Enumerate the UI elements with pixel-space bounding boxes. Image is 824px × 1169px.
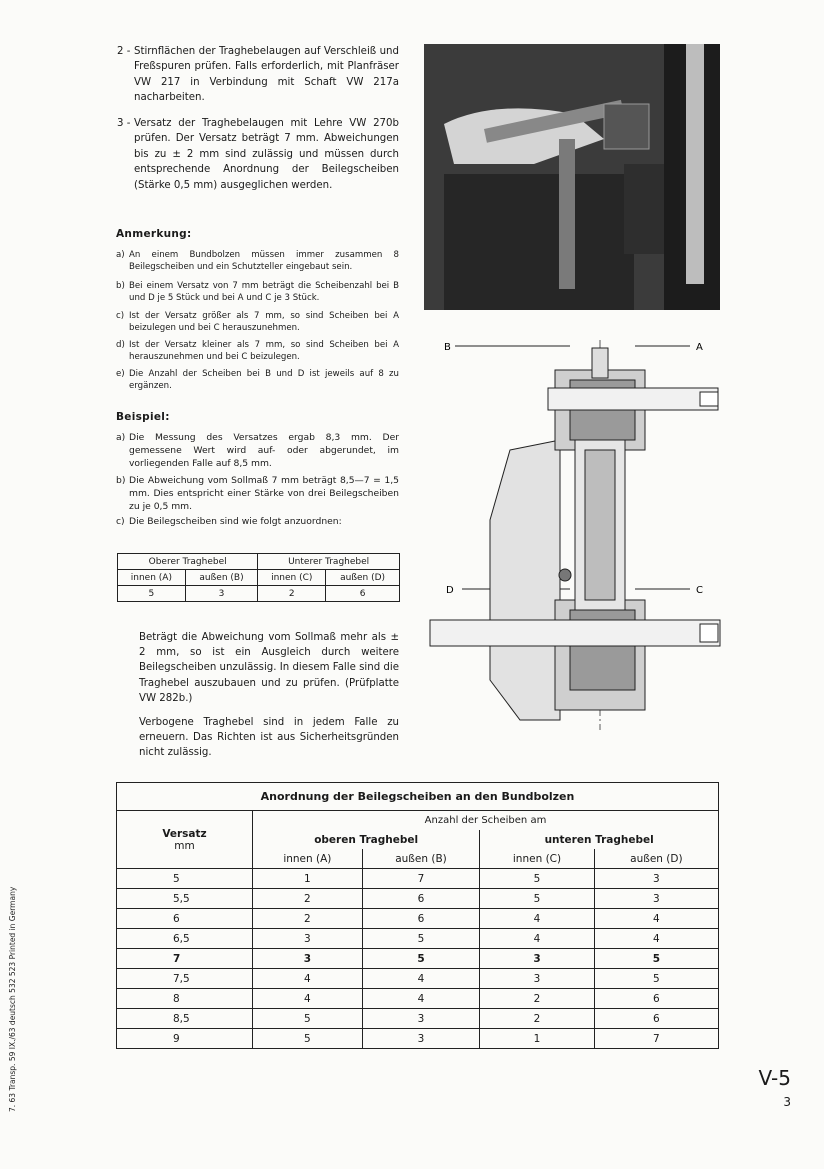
label-a: A xyxy=(696,342,703,353)
tool-photo-illustration xyxy=(424,44,720,310)
count-cell: 4 xyxy=(253,969,363,989)
count-cell: 3 xyxy=(253,949,363,969)
note-text: Bei einem Versatz von 7 mm beträgt die Scheibenzahl bei B und D je 5 Stück und bei A und C je 3 Stück. xyxy=(129,281,399,304)
note-label: e) xyxy=(116,369,125,379)
group-header-lower: Unterer Traghebel xyxy=(258,554,400,570)
step-number: 3 - xyxy=(117,118,131,129)
col-header: außen (D) xyxy=(594,849,718,869)
note-text: Ist der Versatz größer als 7 mm, so sind Scheiben bei A beizulegen und bei C herauszunehmen. xyxy=(129,311,399,334)
versatz-unit: mm xyxy=(174,839,195,852)
col-header: innen (C) xyxy=(480,849,594,869)
group-header-upper: oberen Traghebel xyxy=(314,833,419,846)
count-cell: 6 xyxy=(362,909,480,929)
versatz-cell: 5,5 xyxy=(117,889,253,909)
col-header: außen (B) xyxy=(362,849,480,869)
note-text: Die Anzahl der Scheiben bei B und D ist jeweils auf 8 zu ergänzen. xyxy=(129,369,399,392)
example-text: Die Abweichung vom Sollmaß 7 mm beträgt 8,5—7 = 1,5 mm. Dies entspricht einer Stärke von drei Beilegscheiben zu je 0,5 mm. xyxy=(129,475,399,512)
table-row xyxy=(117,889,719,909)
count-cell: 5 xyxy=(253,1009,363,1029)
example-label: b) xyxy=(116,475,126,486)
note-item xyxy=(116,368,399,392)
count-cell: 1 xyxy=(480,1029,594,1049)
versatz-cell: 5 xyxy=(117,869,253,889)
count-cell: 1 xyxy=(253,869,363,889)
example-item xyxy=(116,515,399,528)
versatz-label: Versatz xyxy=(162,827,207,840)
note-text: Ist der Versatz kleiner als 7 mm, so sind Scheiben bei A herauszunehmen und bei C beizulegen. xyxy=(129,340,399,363)
table-caption: Anordnung der Beilegscheiben an den Bundbolzen xyxy=(117,783,719,811)
note-text: An einem Bundbolzen müssen immer zusammen 8 Beilegscheiben und ein Schutzteller eingebaut sein. xyxy=(129,250,399,273)
cell: 2 xyxy=(258,586,326,602)
count-cell: 5 xyxy=(480,869,594,889)
count-cell: 2 xyxy=(480,989,594,1009)
cell: 3 xyxy=(185,586,258,602)
note-item xyxy=(116,249,399,273)
count-cell: 4 xyxy=(480,929,594,949)
col-header: außen (D) xyxy=(326,570,400,586)
cell: 5 xyxy=(118,586,186,602)
count-cell: 5 xyxy=(362,949,480,969)
versatz-cell: 7 xyxy=(117,949,253,969)
count-cell: 2 xyxy=(253,889,363,909)
example-label: a) xyxy=(116,432,126,443)
versatz-cell: 8,5 xyxy=(117,1009,253,1029)
versatz-header xyxy=(117,811,253,869)
versatz-cell: 9 xyxy=(117,1029,253,1049)
count-cell: 7 xyxy=(594,1029,718,1049)
note-label: a) xyxy=(116,250,125,260)
count-cell: 4 xyxy=(594,909,718,929)
page-number: 3 xyxy=(783,1095,791,1109)
table-row xyxy=(117,1029,719,1049)
step-2 xyxy=(117,44,399,106)
table-row xyxy=(117,929,719,949)
deviation-paragraph: Beträgt die Abweichung vom Sollmaß mehr als ± 2 mm, so ist ein Ausgleich durch weitere Beilegscheiben unzulässig. In diesem Falle sind die Traghebel auszubauen und zu prüfen. (Prüfplatte VW 282b.) xyxy=(139,632,399,704)
count-cell: 3 xyxy=(362,1009,480,1029)
table-row xyxy=(117,989,719,1009)
label-c: C xyxy=(696,585,703,596)
versatz-cell: 8 xyxy=(117,989,253,1009)
table-row xyxy=(117,909,719,929)
table-row xyxy=(117,969,719,989)
note-label: b) xyxy=(116,281,125,291)
col-header: innen (A) xyxy=(118,570,186,586)
cell: 6 xyxy=(326,586,400,602)
note-label: c) xyxy=(116,311,125,321)
example-item xyxy=(116,431,399,470)
count-cell: 3 xyxy=(594,869,718,889)
example-label: c) xyxy=(116,516,125,527)
group-header-upper: Oberer Traghebel xyxy=(118,554,258,570)
example-text: Die Beilegscheiben sind wie folgt anzuordnen: xyxy=(129,516,342,527)
count-cell: 3 xyxy=(594,889,718,909)
table-row xyxy=(117,949,719,969)
count-cell: 3 xyxy=(480,949,594,969)
example-shim-table xyxy=(117,553,400,602)
versatz-cell: 6,5 xyxy=(117,929,253,949)
page-id: V-5 xyxy=(758,1066,791,1090)
print-info: 7. 63 Transp. 59 IX./63 deutsch 532 523 Printed in Germany xyxy=(8,886,17,1112)
col-header: außen (B) xyxy=(185,570,258,586)
anmerkung-heading: Anmerkung: xyxy=(116,228,192,240)
count-cell: 3 xyxy=(480,969,594,989)
group-header-lower: unteren Traghebel xyxy=(480,830,719,849)
count-cell: 2 xyxy=(480,1009,594,1029)
kingpin-diagram xyxy=(410,320,750,750)
count-cell: 5 xyxy=(253,1029,363,1049)
step-text: Versatz der Traghebelaugen mit Lehre VW 270b prüfen. Der Versatz beträgt 7 mm. Abweichungen bis zu ± 2 mm sind zulässig und müssen durch entsprechende Anordnung der Beilegscheiben (Stärke 0,5 mm) ausgeglichen werden. xyxy=(134,118,399,191)
count-cell: 7 xyxy=(362,869,480,889)
table-row xyxy=(117,869,719,889)
versatz-cell: 6 xyxy=(117,909,253,929)
step-3 xyxy=(117,116,399,193)
example-text: Die Messung des Versatzes ergab 8,3 mm. Der gemessene Wert wird auf- oder abgerundet, im vorliegenden Falle auf 8,5 mm. xyxy=(129,432,399,469)
count-cell: 4 xyxy=(253,989,363,1009)
label-b: B xyxy=(444,342,451,353)
label-d: D xyxy=(446,585,454,596)
versatz-cell: 7,5 xyxy=(117,969,253,989)
count-cell: 5 xyxy=(480,889,594,909)
tool-photo xyxy=(424,44,720,310)
count-cell: 5 xyxy=(362,929,480,949)
count-cell: 6 xyxy=(594,1009,718,1029)
count-cell: 5 xyxy=(594,949,718,969)
beispiel-heading: Beispiel: xyxy=(116,411,170,423)
note-item xyxy=(116,339,399,363)
note-item xyxy=(116,280,399,304)
note-label: d) xyxy=(116,340,125,350)
count-cell: 2 xyxy=(253,909,363,929)
count-cell: 4 xyxy=(480,909,594,929)
example-item xyxy=(116,474,399,513)
count-cell: 6 xyxy=(594,989,718,1009)
count-cell: 3 xyxy=(253,929,363,949)
count-cell: 4 xyxy=(594,929,718,949)
count-cell: 6 xyxy=(362,889,480,909)
step-number: 2 - xyxy=(117,46,131,57)
shim-arrangement-table xyxy=(116,782,719,1049)
span-header: Anzahl der Scheiben am xyxy=(253,811,719,831)
bent-arm-paragraph: Verbogene Traghebel sind in jedem Falle zu erneuern. Das Richten ist aus Sicherheitsgründen nicht zulässig. xyxy=(139,717,399,759)
table-row xyxy=(117,1009,719,1029)
col-header: innen (A) xyxy=(253,849,363,869)
step-text: Stirnflächen der Traghebelaugen auf Verschleiß und Freßspuren prüfen. Falls erforderlich, mit Planfräser VW 217 in Verbindung mit Schaft VW 217a nacharbeiten. xyxy=(134,46,399,104)
note-item xyxy=(116,310,399,334)
count-cell: 5 xyxy=(594,969,718,989)
col-header: innen (C) xyxy=(258,570,326,586)
count-cell: 3 xyxy=(362,1029,480,1049)
count-cell: 4 xyxy=(362,969,480,989)
count-cell: 4 xyxy=(362,989,480,1009)
table-body xyxy=(117,869,719,1049)
